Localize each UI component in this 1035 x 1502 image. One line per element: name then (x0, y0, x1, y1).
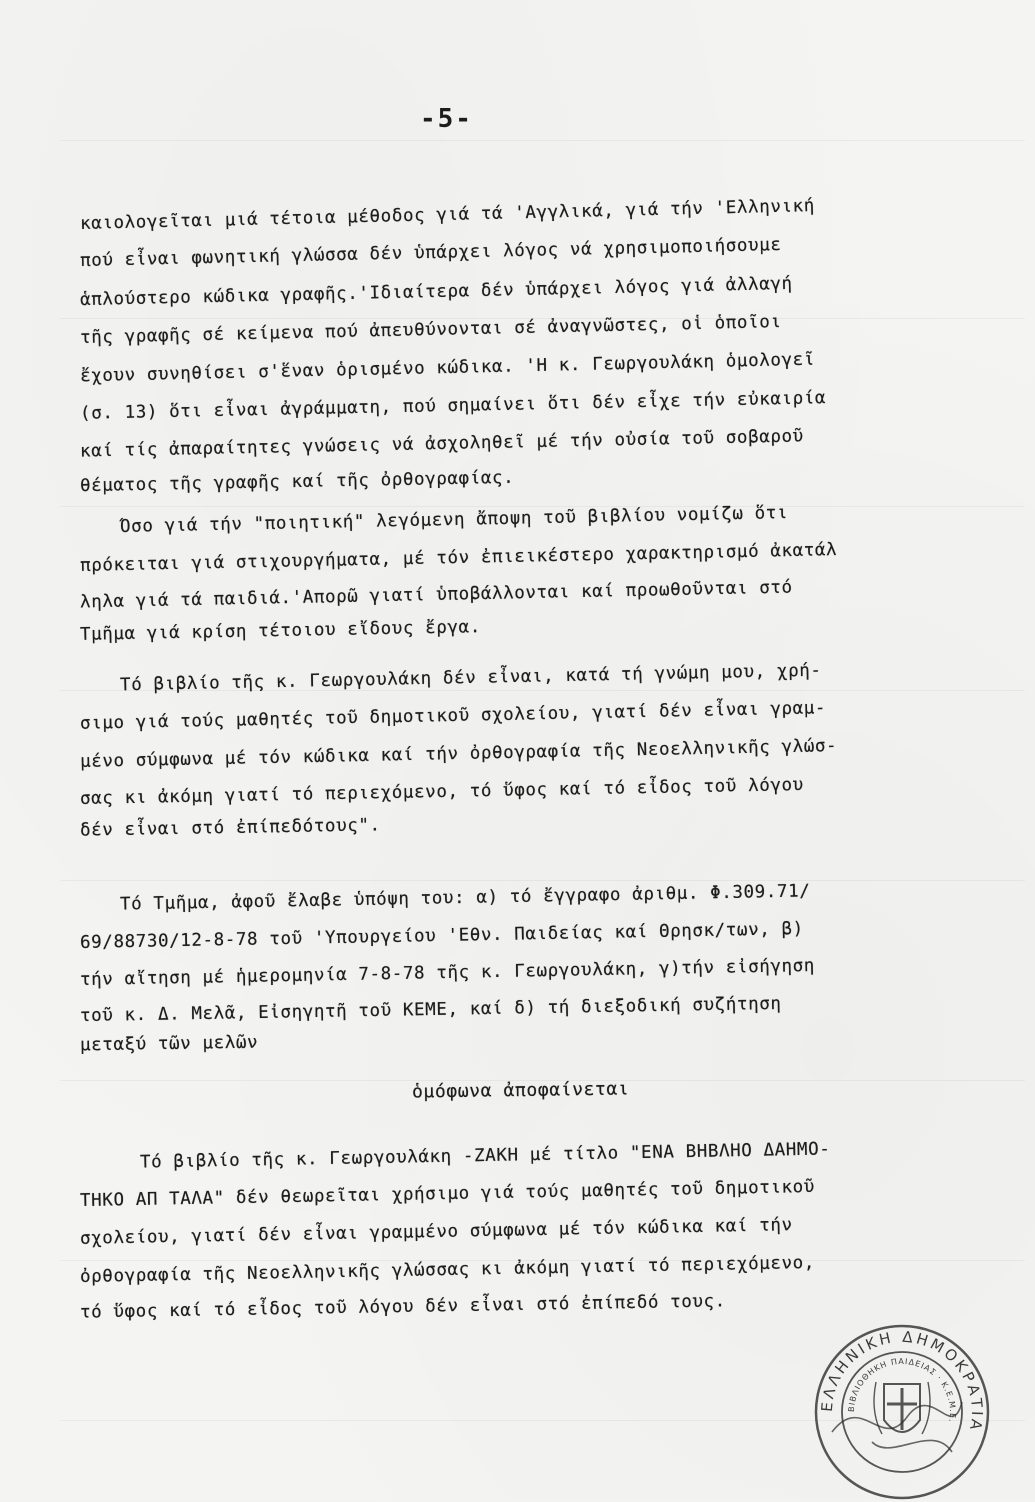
text-line: θέματος τῆς γραφῆς καί τῆς ὀρθογραφίας. (79, 467, 515, 497)
text-line: (σ. 13) ὅτι εἶναι ἀγράμματη, πού σημαίνει ὅτι δέν εἶχε τήν εὐκαιρία (79, 388, 827, 424)
text-line: καιολογεῖται μιά τέτοια μέθοδος γιά τά 'Αγγλικά, γιά τήν 'Ελληνική (79, 196, 816, 234)
text-line: τοῦ κ. Δ. Μελᾶ, Εἰσηγητῆ τοῦ ΚΕΜΕ, καί δ) τή διεξοδική συζήτηση (79, 993, 782, 1027)
coat-of-arms-icon (874, 1382, 930, 1434)
stamp-inner-text-path: ΒΙΒΛΙΟΘΗΚΗ ΠΑΙΔΕΙΑΣ · Κ.Ε.Μ.Ε. (846, 1356, 958, 1424)
text-line: Τό βιβλίο τῆς κ. Γεωργουλάκη -ΖΑΚΗ μέ τίτλο "ΕΝΑ ΒΗΒΛΗΟ ΔΑΗΜΟ- (139, 1139, 831, 1173)
text-line: πού εἶναι φωνητική γλώσσα δέν ὑπάρχει λόγος νά χρησιμοποιήσουμε (79, 235, 782, 271)
bleed-through-line (60, 506, 1025, 507)
text-line: ἔχουν συνηθίσει σ'ἕναν ὁρισμένο κώδικα. 'Η κ. Γεωργουλάκη ὁμολογεῖ (79, 349, 816, 387)
text-line: σας κι ἀκόμη γιατί τό περιεχόμενο, τό ὕφος καί τό εἶδος τοῦ λόγου (79, 775, 804, 809)
text-line: καί τίς ἀπαραίτητες γνώσεις νά ἀσχοληθεῖ μέ τήν οὐσία τοῦ σοβαροῦ (79, 426, 804, 462)
bleed-through-line (60, 880, 1025, 881)
decision-heading: ὁμόφωνα ἀποφαίνεται (411, 1078, 630, 1103)
text-line: 69/88730/12-8-78 τοῦ 'Υπουργείου 'Εθν. Παιδείας καί Θρησκ/των, β) (79, 919, 804, 953)
official-stamp (812, 1322, 992, 1502)
text-line: τήν αἴτηση μέ ἡμερομηνία 7-8-78 τῆς κ. Γεωργουλάκη, γ)τήν εἰσήγηση (79, 955, 816, 991)
page-number: -5- (420, 104, 473, 134)
text-line: Τό Τμῆμα, ἀφοῦ ἔλαβε ὑπόψη του: α) τό ἔγγραφο ἀριθμ. Φ.309.71/ (119, 881, 811, 915)
text-line: πρόκειται γιά στιχουργήματα, μέ τόν ἐπιεικέστερο χαρακτηρισμό ἀκατάλ (79, 540, 838, 576)
text-line: δέν εἶναι στό ἐπίπεδότους". (79, 815, 381, 841)
text-line: Όσο γιά τήν "ποιητική" λεγόμενη ἄποψη τοῦ βιβλίου νομίζω ὅτι (119, 503, 789, 537)
text-line: τῆς γραφῆς σέ κείμενα πού ἀπευθύνονται σέ ἀναγνῶστες, οἱ ὁποῖοι (79, 312, 782, 348)
text-line: ὀρθογραφία τῆς Νεοελληνικῆς γλώσσας κι ἀκόμη γιατί τό περιεχόμενο, (79, 1252, 816, 1288)
text-line: τό ὕφος καί τό εἶδος τοῦ λόγου δέν εἶναι στό ἐπίπεδό τους. (79, 1291, 727, 1323)
text-line: σιμο γιά τούς μαθητές τοῦ δημοτικοῦ σχολείου, γιατί δέν εἶναι γραμ- (79, 698, 827, 734)
text-line: μένο σύμφωνα μέ τόν κώδικα καί τήν ὀρθογραφία τῆς Νεοελληνικῆς γλώσ- (79, 736, 838, 772)
text-line: ἁπλούστερο κώδικα γραφῆς.'Ιδιαίτερα δέν ὑπάρχει λόγος γιά ἀλλαγή (79, 273, 793, 311)
stamp-outer-text-path: ΕΛΛΗΝΙΚΗ ΔΗΜΟΚΡΑΤΙΑ (817, 1327, 987, 1435)
text-line: ΤΗΚΟ ΑΠ ΤΑΛΑ" δέν θεωρεῖται χρήσιμο γιά τούς μαθητές τοῦ δημοτικοῦ (79, 1176, 816, 1212)
text-line: μεταξύ τῶν μελῶν (79, 1032, 259, 1056)
text-line: Τό βιβλίο τῆς κ. Γεωργουλάκη δέν εἶναι, κατά τή γνώμη μου, χρή- (119, 660, 822, 696)
text-line: ληλα γιά τά παιδιά.'Απορῶ γιατί ὑποβάλλονται καί προωθοῦνται στό (79, 577, 793, 613)
text-line: σχολείου, γιατί δέν εἶναι γραμμένο σύμφωνα μέ τόν κώδικα καί τήν (79, 1215, 793, 1249)
bleed-through-line (60, 140, 1025, 141)
text-line: Τμῆμα γιά κρίση τέτοιου εἴδους ἔργα. (79, 617, 482, 645)
